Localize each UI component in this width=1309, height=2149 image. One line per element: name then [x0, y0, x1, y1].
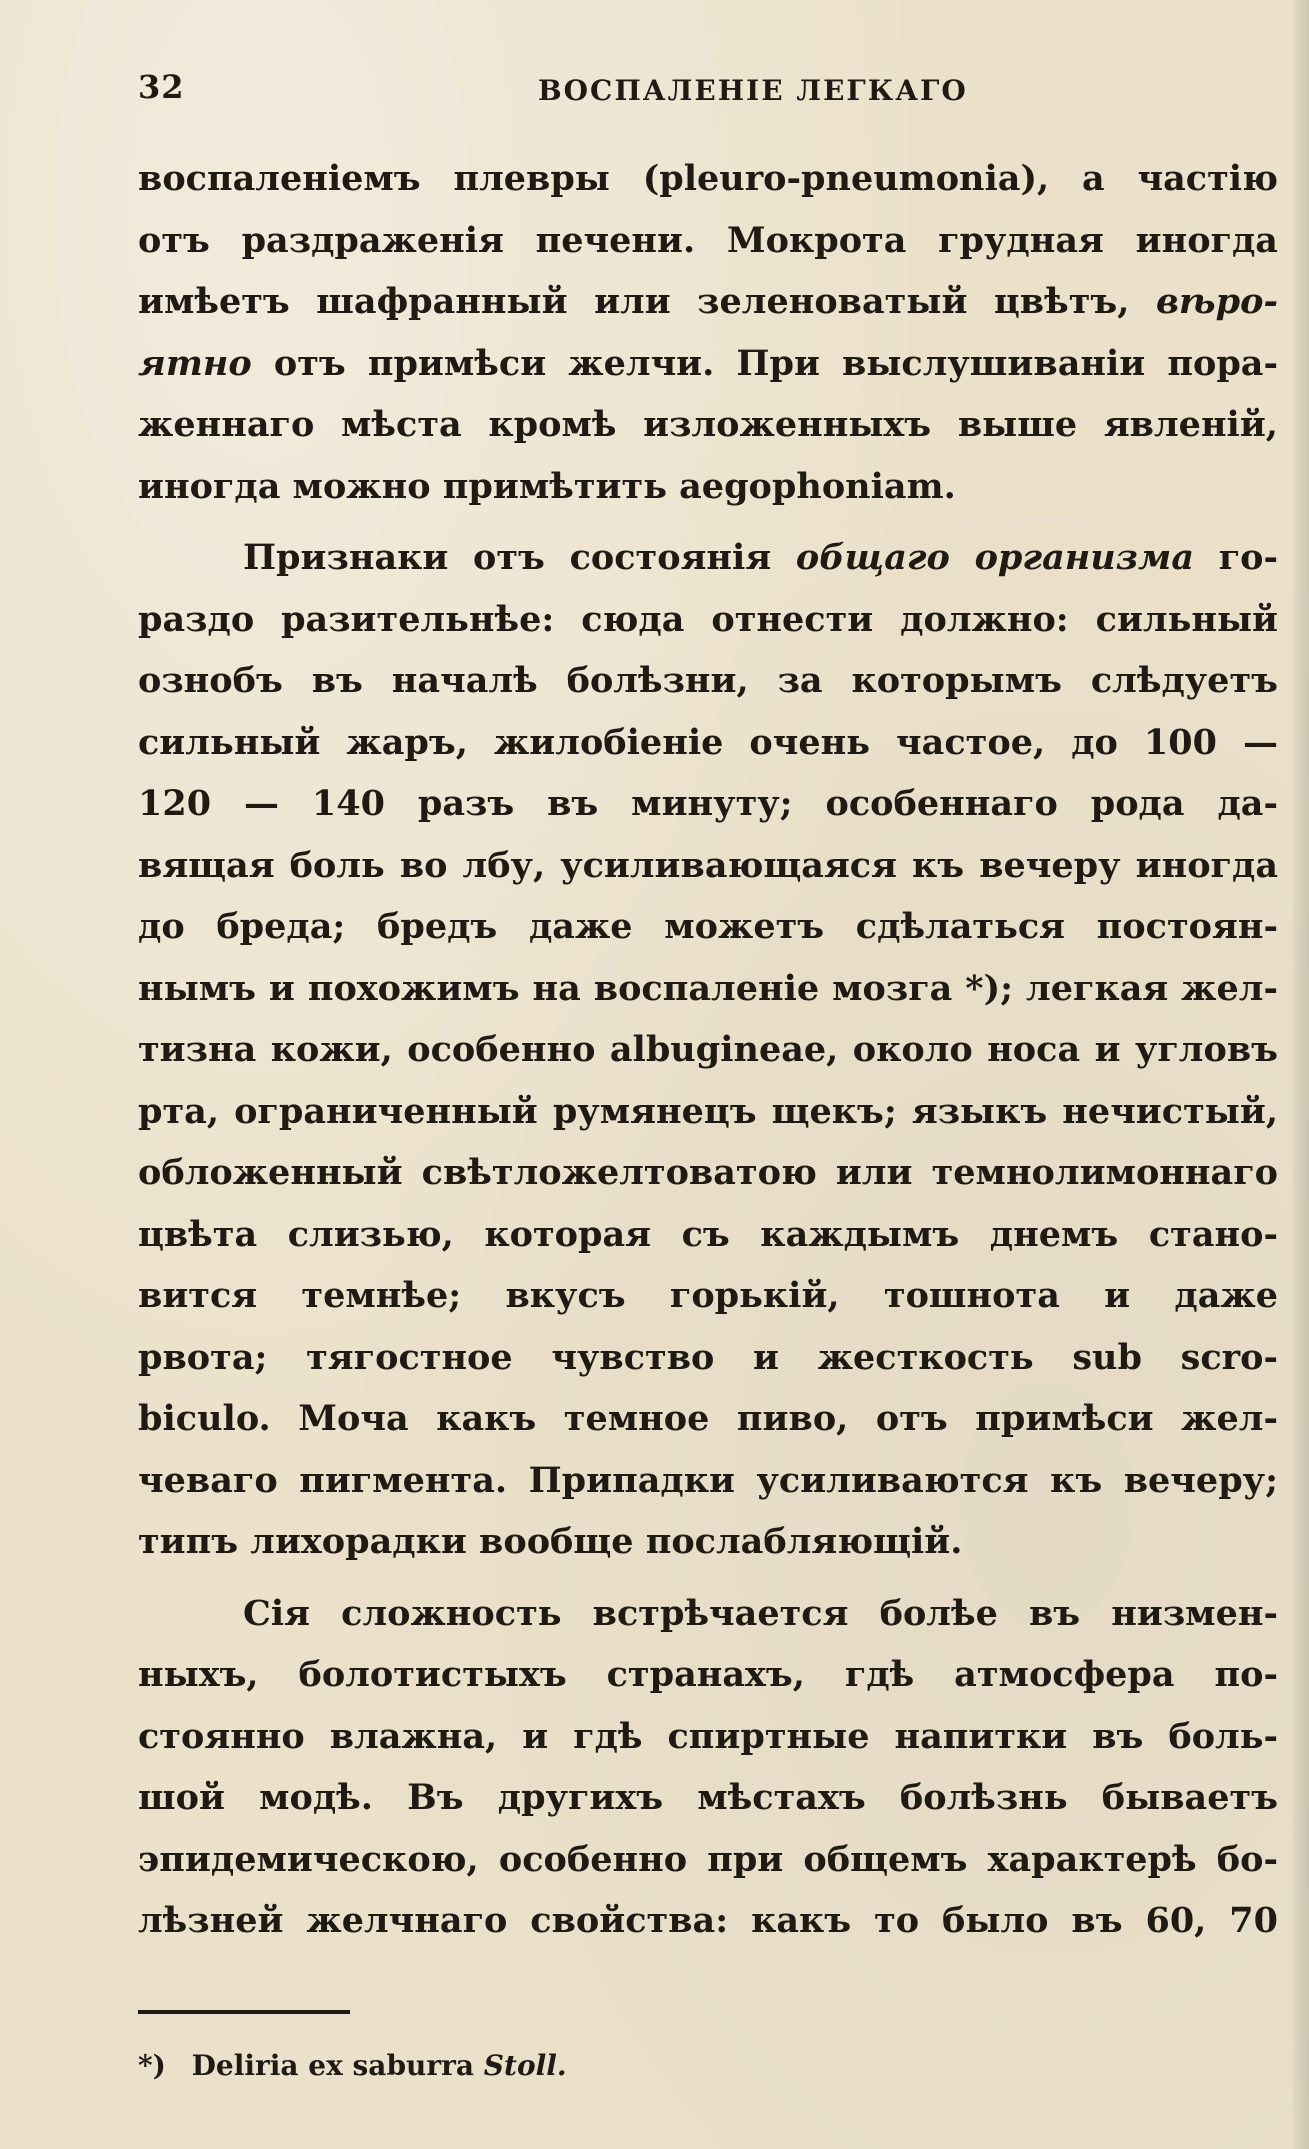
- text-line: [138, 1706, 1278, 1768]
- text-line: [138, 1890, 1278, 1952]
- text-line: [138, 1081, 1278, 1143]
- text-line: [138, 271, 1278, 333]
- line-text: рвота; тягостное чувство и жесткость sub scro-: [138, 1336, 1278, 1378]
- text-line: [138, 394, 1278, 456]
- text-line: [138, 712, 1278, 774]
- text-line: [138, 148, 1278, 210]
- line-text: 120 — 140 разъ въ минуту; особеннаго рода да-: [138, 783, 1278, 824]
- line-text: имѣетъ шафранный или зеленоватый цвѣтъ,: [138, 281, 1130, 322]
- line-text: воспаленіемъ плевры (pleuro-pneumonia), а частію: [138, 158, 1278, 199]
- line-text: до бреда; бредъ даже можетъ сдѣлаться постоян-: [138, 906, 1278, 947]
- line-text: ознобъ въ началѣ болѣзни, за которымъ слѣдуетъ: [138, 660, 1278, 701]
- line-text: вится темнѣе; вкусъ горькій, тошнота и даже: [138, 1275, 1278, 1316]
- text-line: [138, 456, 1278, 518]
- line-tail: го-: [1218, 537, 1279, 578]
- text-line: [138, 835, 1278, 897]
- text-line: [138, 1829, 1278, 1891]
- footnote-mark: *): [138, 2049, 166, 2082]
- line-text: чеваго пигмента. Припадки усиливаются къ вечеру;: [138, 1459, 1278, 1501]
- footnote-author: Stoll.: [483, 2049, 567, 2082]
- line-text: рта, ограниченный румянецъ щекъ; языкъ нечистый,: [138, 1090, 1278, 1132]
- text-line: [138, 1388, 1278, 1450]
- line-text: иногда можно примѣтить aegophoniam.: [138, 465, 956, 507]
- text-line: [138, 1019, 1278, 1081]
- text-line: [138, 773, 1278, 835]
- footnote-text: Deliria ex saburra: [191, 2049, 475, 2082]
- text-line: [138, 1327, 1278, 1389]
- text-line: [138, 210, 1278, 272]
- paragraph-gap: [138, 517, 1278, 527]
- line-text: отъ примѣси желчи. При выслушиваніи пора-: [273, 342, 1278, 384]
- line-text: ныхъ, болотистыхъ странахъ, гдѣ атмосфера по-: [138, 1654, 1278, 1695]
- running-head: [138, 68, 1278, 120]
- italic-text: ятно: [138, 342, 252, 384]
- footnote-rule: [138, 2010, 350, 2014]
- line-text: раздо разительнѣе: сюда отнести должно: сильный: [138, 598, 1278, 640]
- text-line: [138, 527, 1278, 589]
- line-text: цвѣта слизью, которая съ каждымъ днемъ стано-: [138, 1213, 1278, 1255]
- text-line: [138, 1767, 1278, 1829]
- running-title: ВОСПАЛЕНІЕ ЛЕГКАГО: [538, 74, 968, 107]
- footnote: [138, 2046, 1038, 2086]
- paragraph-gap: [138, 1573, 1278, 1583]
- line-text: вящая боль во лбу, усиливающаяся къ вечеру иногда: [138, 844, 1278, 886]
- line-text: обложенный свѣтложелтоватою или темнолимоннаго: [138, 1152, 1278, 1193]
- text-line: [138, 1511, 1278, 1573]
- text-line: [138, 896, 1278, 958]
- text-line: [138, 1265, 1278, 1327]
- page-number: 32: [138, 68, 185, 106]
- text-line: [138, 1142, 1278, 1204]
- line-text: лѣзней желчнаго свойства: какъ то было въ 60, 70: [138, 1900, 1278, 1941]
- italic-text: общаго организма: [795, 537, 1195, 578]
- line-text: Сія сложность встрѣчается болѣе въ низмен-: [243, 1592, 1278, 1634]
- line-text: нымъ и похожимъ на воспаленіе мозга *); легкая жел-: [138, 967, 1278, 1009]
- text-line: [138, 958, 1278, 1020]
- text-line: [138, 1644, 1278, 1706]
- text-line: [138, 333, 1278, 395]
- line-text: Признаки отъ состоянія: [243, 537, 772, 578]
- line-text: шой модѣ. Въ другихъ мѣстахъ болѣзнь бываетъ: [138, 1777, 1278, 1818]
- line-text: эпидемическою, особенно при общемъ характерѣ бо-: [138, 1838, 1278, 1880]
- line-text: тизна кожи, особенно albugineae, около носа и угловъ: [138, 1029, 1278, 1070]
- line-text: biculo. Моча какъ темное пиво, отъ примѣси жел-: [138, 1398, 1278, 1439]
- text-line: [138, 1204, 1278, 1266]
- line-text: женнаго мѣста кромѣ изложенныхъ выше явленій,: [138, 404, 1278, 445]
- line-text: стоянно влажна, и гдѣ спиртные напитки въ боль-: [138, 1715, 1278, 1757]
- body-text: [138, 148, 1278, 1952]
- text-line: [138, 1450, 1278, 1512]
- text-line: [138, 650, 1278, 712]
- page-edge-shadow: [1293, 0, 1309, 2149]
- line-text: отъ раздраженія печени. Мокрота грудная иногда: [138, 219, 1278, 261]
- line-text: сильный жаръ, жилобіеніе очень частое, до 100 —: [138, 721, 1278, 763]
- line-text: типъ лихорадки вообще послабляющій.: [138, 1521, 963, 1562]
- text-line: [138, 589, 1278, 651]
- italic-text: вѣро-: [1155, 281, 1279, 322]
- text-line: [138, 1583, 1278, 1645]
